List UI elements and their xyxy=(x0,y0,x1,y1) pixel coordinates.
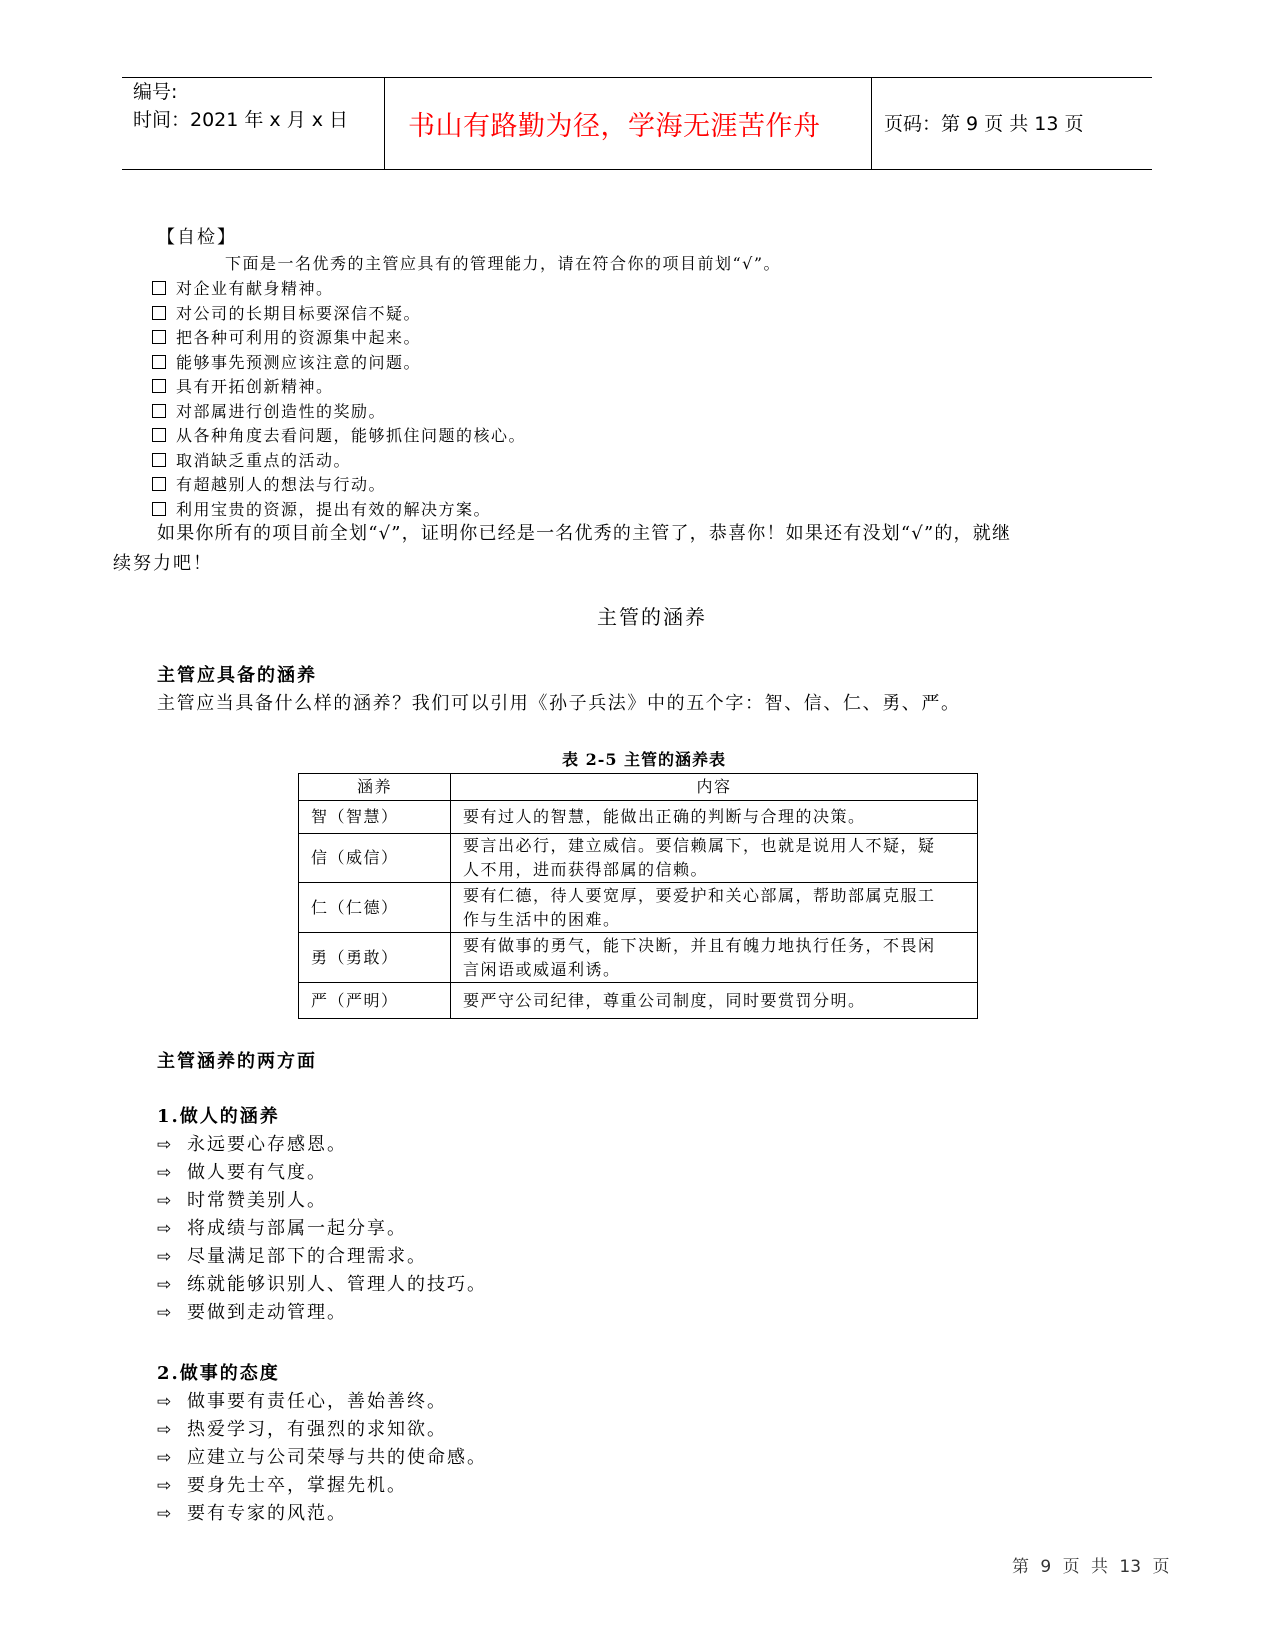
list-item xyxy=(157,1299,487,1327)
self-check-list xyxy=(152,277,526,522)
section-title: 主管的涵养 xyxy=(597,605,707,629)
list-item-text: 做事要有责任心，善始善终。 xyxy=(187,1391,447,1412)
header-top-rule xyxy=(122,77,1152,78)
checklist-item[interactable] xyxy=(152,375,526,400)
list-item-text: 尽量满足部下的合理需求。 xyxy=(187,1246,427,1267)
list-item-text: 应建立与公司荣辱与共的使命感。 xyxy=(187,1447,487,1468)
list-item xyxy=(157,1131,487,1159)
checklist-item-label: 取消缺乏重点的活动。 xyxy=(176,450,352,470)
list-item-text: 将成绩与部属一起分享。 xyxy=(187,1218,407,1239)
arrow-right-icon: ⇨ xyxy=(157,1219,174,1239)
checklist-item-label: 对企业有献身精神。 xyxy=(176,279,334,298)
table-header-cell: 内容 xyxy=(451,774,978,801)
arrow-right-icon: ⇨ xyxy=(157,1163,174,1183)
table-header-cell: 涵养 xyxy=(299,774,451,801)
document-time-label: 时间：2021 年 x 月 x 日 xyxy=(133,109,349,131)
subsection-heading: 主管应具备的涵养 xyxy=(157,665,317,686)
checkbox-icon[interactable] xyxy=(152,379,166,393)
checklist-item-label: 对公司的长期目标要深信不疑。 xyxy=(176,303,422,323)
checklist-item-label: 利用宝贵的资源，提出有效的解决方案。 xyxy=(176,499,492,519)
checklist-item-label: 具有开拓创新精神。 xyxy=(176,377,334,396)
checklist-item-label: 把各种可利用的资源集中起来。 xyxy=(176,328,422,347)
table-cell-line: 要有过人的智慧，能做出正确的判断与合理的决策。 xyxy=(463,807,866,826)
checkbox-icon[interactable] xyxy=(152,355,166,369)
header-page-label: 页码：第 9 页 共 13 页 xyxy=(884,113,1084,135)
checklist-item-label: 对部属进行创造性的奖励。 xyxy=(176,401,387,421)
list-item xyxy=(157,1388,487,1416)
arrow-right-icon: ⇨ xyxy=(157,1191,174,1211)
arrow-right-icon: ⇨ xyxy=(157,1135,174,1155)
list-item xyxy=(157,1271,487,1299)
checklist-item-label: 有超越别人的想法与行动。 xyxy=(176,475,387,494)
table-cell-content xyxy=(451,883,978,933)
checklist-item[interactable] xyxy=(152,302,526,327)
arrow-right-icon: ⇨ xyxy=(157,1303,174,1323)
list-item-text: 要身先士卒，掌握先机。 xyxy=(187,1475,407,1496)
arrow-right-icon: ⇨ xyxy=(157,1504,174,1524)
table-cell-name: 严（严明） xyxy=(299,983,451,1019)
subsection-heading: 主管涵养的两方面 xyxy=(157,1051,317,1072)
checklist-item[interactable] xyxy=(152,473,526,498)
arrow-right-icon: ⇨ xyxy=(157,1392,174,1412)
list-item xyxy=(157,1472,487,1500)
checklist-item[interactable] xyxy=(152,449,526,474)
checklist-item[interactable] xyxy=(152,277,526,302)
table-cell-line: 人不用，进而获得部属的信赖。 xyxy=(463,860,709,879)
list-item xyxy=(157,1500,487,1528)
list-item-text: 热爱学习，有强烈的求知欲。 xyxy=(187,1419,447,1440)
table-row xyxy=(299,933,978,983)
table-cell-line: 要有仁德，待人要宽厚，要爱护和关心部属，帮助部属克服工 xyxy=(463,885,936,905)
table-header-row xyxy=(299,774,978,801)
self-check-intro: 下面是一名优秀的主管应具有的管理能力，请在符合你的项目前划“√”。 xyxy=(225,254,782,273)
checkbox-icon[interactable] xyxy=(152,330,166,344)
arrow-right-icon: ⇨ xyxy=(157,1448,174,1468)
checkbox-icon[interactable] xyxy=(152,281,166,295)
checklist-item[interactable] xyxy=(152,400,526,425)
list-item xyxy=(157,1416,487,1444)
table-cell-name: 信（威信） xyxy=(299,834,451,883)
self-check-conclusion-line2: 续努力吧！ xyxy=(113,553,213,574)
document-number-label: 编号: xyxy=(133,81,178,103)
list-item-text: 要有专家的风范。 xyxy=(187,1503,347,1524)
checkbox-icon[interactable] xyxy=(152,428,166,442)
table-cell-content xyxy=(451,983,978,1019)
arrow-right-icon: ⇨ xyxy=(157,1247,174,1267)
part2-list xyxy=(157,1388,487,1528)
header-motto: 书山有路勤为径，学海无涯苦作舟 xyxy=(408,111,821,142)
checklist-item[interactable] xyxy=(152,424,526,449)
checkbox-icon[interactable] xyxy=(152,502,166,516)
self-check-conclusion-line1: 如果你所有的项目前全划“√”，证明你已经是一名优秀的主管了，恭喜你！如果还有没划“√”的，就继 xyxy=(157,523,1012,544)
arrow-right-icon: ⇨ xyxy=(157,1476,174,1496)
self-check-title: 【自检】 xyxy=(157,227,237,248)
table-cell-line: 言闲语或威逼利诱。 xyxy=(463,959,621,979)
list-item-text: 练就能够识别人、管理人的技巧。 xyxy=(187,1274,487,1295)
table-row xyxy=(299,801,978,834)
checkbox-icon[interactable] xyxy=(152,453,166,467)
list-item xyxy=(157,1187,487,1215)
list-item xyxy=(157,1159,487,1187)
header-divider xyxy=(384,77,385,170)
part1-list xyxy=(157,1131,487,1327)
checklist-item[interactable] xyxy=(152,498,526,523)
checkbox-icon[interactable] xyxy=(152,404,166,418)
list-item-text: 永远要心存感恩。 xyxy=(187,1134,347,1155)
checkbox-icon[interactable] xyxy=(152,477,166,491)
cultivation-table xyxy=(298,773,978,1019)
checklist-item[interactable] xyxy=(152,351,526,376)
checklist-item[interactable] xyxy=(152,326,526,351)
table-row xyxy=(299,883,978,933)
list-item-text: 时常赞美别人。 xyxy=(187,1190,327,1211)
part1-heading: 1.做人的涵养 xyxy=(157,1106,280,1127)
page-footer: 第 9 页 共 13 页 xyxy=(1012,1557,1170,1577)
list-item xyxy=(157,1215,487,1243)
table-cell-content xyxy=(451,834,978,883)
header-bottom-rule xyxy=(122,169,1152,170)
checklist-item-label: 能够事先预测应该注意的问题。 xyxy=(176,352,422,372)
arrow-right-icon: ⇨ xyxy=(157,1275,174,1295)
arrow-right-icon: ⇨ xyxy=(157,1420,174,1440)
table-cell-content xyxy=(451,801,978,834)
table-caption: 表 2-5 主管的涵养表 xyxy=(562,750,727,769)
list-item-text: 要做到走动管理。 xyxy=(187,1302,347,1323)
header-divider xyxy=(871,77,872,170)
table-cell-name: 智（智慧） xyxy=(299,801,451,834)
checkbox-icon[interactable] xyxy=(152,306,166,320)
table-cell-name: 勇（勇敢） xyxy=(299,933,451,983)
table-cell-name: 仁（仁德） xyxy=(299,883,451,933)
table-cell-line: 要严守公司纪律，尊重公司制度，同时要赏罚分明。 xyxy=(463,990,866,1010)
part2-heading: 2.做事的态度 xyxy=(157,1363,280,1384)
table-cell-line: 要有做事的勇气，能下决断，并且有魄力地执行任务，不畏闲 xyxy=(463,935,936,955)
table-cell-content xyxy=(451,933,978,983)
list-item xyxy=(157,1243,487,1271)
table-cell-line: 要言出必行，建立威信。要信赖属下，也就是说用人不疑，疑 xyxy=(463,836,936,855)
table-row xyxy=(299,983,978,1019)
table-row xyxy=(299,834,978,883)
checklist-item-label: 从各种角度去看问题，能够抓住问题的核心。 xyxy=(176,426,527,445)
subsection-text: 主管应当具备什么样的涵养？我们可以引用《孙子兵法》中的五个字：智、信、仁、勇、严。 xyxy=(157,693,961,714)
list-item-text: 做人要有气度。 xyxy=(187,1162,327,1183)
table-cell-line: 作与生活中的困难。 xyxy=(463,909,621,929)
list-item xyxy=(157,1444,487,1472)
